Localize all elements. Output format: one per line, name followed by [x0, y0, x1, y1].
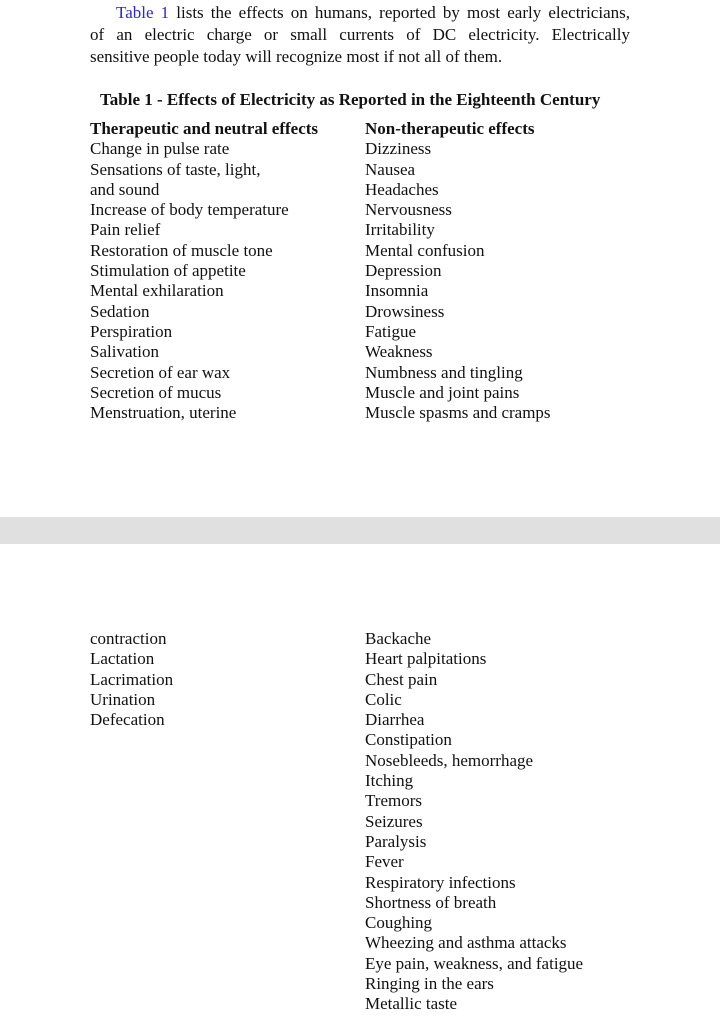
therapeutic-effects-column-continued	[90, 629, 173, 730]
non-therapeutic-effect-item: Paralysis	[365, 831, 427, 851]
document-page-2	[0, 544, 720, 1033]
non-therapeutic-effect-item: Headaches	[365, 179, 439, 199]
intro-line-1-text: lists the effects on humans, reported by most early electricians,	[169, 3, 630, 22]
therapeutic-effect-item: Mental exhilaration	[90, 281, 224, 301]
non-therapeutic-effect-item: Irritability	[365, 220, 435, 240]
non-therapeutic-effects-column-continued	[365, 629, 583, 1015]
non-therapeutic-effect-item: Constipation	[365, 730, 452, 750]
therapeutic-effect-item: Defecation	[90, 710, 165, 730]
non-therapeutic-effect-item: Coughing	[365, 913, 433, 933]
therapeutic-effect-item: and sound	[90, 179, 160, 199]
non-therapeutic-effect-item: Mental confusion	[365, 240, 485, 260]
non-therapeutic-effect-item: Muscle and joint pains	[365, 382, 520, 402]
non-therapeutic-effect-item: Weakness	[365, 342, 433, 362]
therapeutic-effect-item: Salivation	[90, 342, 159, 362]
table-caption: Table 1 - Effects of Electricity as Reported in the Eighteenth Century	[100, 90, 601, 109]
intro-paragraph	[90, 2, 630, 68]
therapeutic-effect-item: Sensations of taste, light,	[90, 159, 261, 179]
non-therapeutic-effect-item: Respiratory infections	[365, 872, 516, 892]
non-therapeutic-effect-item: Backache	[365, 629, 432, 648]
intro-line-1	[90, 2, 630, 24]
therapeutic-effect-item: Perspiration	[90, 321, 173, 341]
page-break-gap	[0, 517, 720, 544]
therapeutic-effect-item: Urination	[90, 689, 156, 709]
non-therapeutic-effect-item: Heart palpitations	[365, 649, 487, 669]
therapeutic-effect-item: Lacrimation	[90, 669, 174, 689]
non-therapeutic-effect-item: Nosebleeds, hemorrhage	[365, 750, 534, 770]
non-therapeutic-effect-item: Depression	[365, 261, 442, 281]
non-therapeutic-effect-item: Nervousness	[365, 200, 452, 220]
non-therapeutic-effect-item: Metallic taste	[365, 994, 458, 1014]
intro-line-2: of an electric charge or small currents of DC electricity. Electrically	[90, 25, 630, 44]
non-therapeutic-effect-item: Eye pain, weakness, and fatigue	[365, 953, 584, 973]
therapeutic-effect-item: contraction	[90, 629, 167, 648]
non-therapeutic-effect-item: Chest pain	[365, 669, 438, 689]
therapeutic-effect-item: Stimulation of appetite	[90, 261, 246, 281]
therapeutic-effect-item: Pain relief	[90, 220, 161, 240]
therapeutic-effect-item: Secretion of ear wax	[90, 362, 231, 382]
non-therapeutic-effect-item: Fever	[365, 852, 404, 872]
therapeutic-effect-item: Change in pulse rate	[90, 139, 230, 159]
therapeutic-effect-item: Increase of body temperature	[90, 200, 289, 220]
therapeutic-effect-item: Secretion of mucus	[90, 382, 222, 402]
non-therapeutic-effect-item: Colic	[365, 689, 402, 709]
non-therapeutic-effect-item: Muscle spasms and cramps	[365, 403, 551, 423]
therapeutic-effect-item: Lactation	[90, 649, 155, 669]
non-therapeutic-effect-item: Tremors	[365, 791, 422, 811]
non-therapeutic-effect-item: Fatigue	[365, 321, 416, 341]
non-therapeutic-effect-item: Itching	[365, 771, 414, 791]
non-therapeutic-effect-item: Numbness and tingling	[365, 362, 523, 382]
non-therapeutic-effect-item: Dizziness	[365, 139, 432, 159]
intro-line-3: sensitive people today will recognize most if not all of them.	[90, 47, 503, 66]
non-therapeutic-effect-item: Shortness of breath	[365, 892, 497, 912]
non-therapeutic-effects-column	[365, 119, 551, 423]
non-therapeutic-effect-item: Insomnia	[365, 281, 429, 301]
therapeutic-effect-item: Menstruation, uterine	[90, 403, 237, 423]
table-1-link[interactable]: Table 1	[116, 3, 170, 22]
therapeutic-effects-column	[90, 119, 318, 423]
non-therapeutic-effect-item: Wheezing and asthma attacks	[365, 933, 567, 953]
non-therapeutic-effect-item: Nausea	[365, 159, 416, 179]
therapeutic-effect-item: Restoration of muscle tone	[90, 240, 273, 260]
non-therapeutic-effect-item: Drowsiness	[365, 301, 445, 321]
therapeutic-effect-item: Sedation	[90, 301, 150, 321]
non-therapeutic-effects-header: Non-therapeutic effects	[365, 119, 535, 138]
therapeutic-effects-header: Therapeutic and neutral effects	[90, 119, 319, 138]
non-therapeutic-effect-item: Diarrhea	[365, 710, 425, 730]
non-therapeutic-effect-item: Ringing in the ears	[365, 974, 494, 994]
non-therapeutic-effect-item: Seizures	[365, 811, 423, 831]
